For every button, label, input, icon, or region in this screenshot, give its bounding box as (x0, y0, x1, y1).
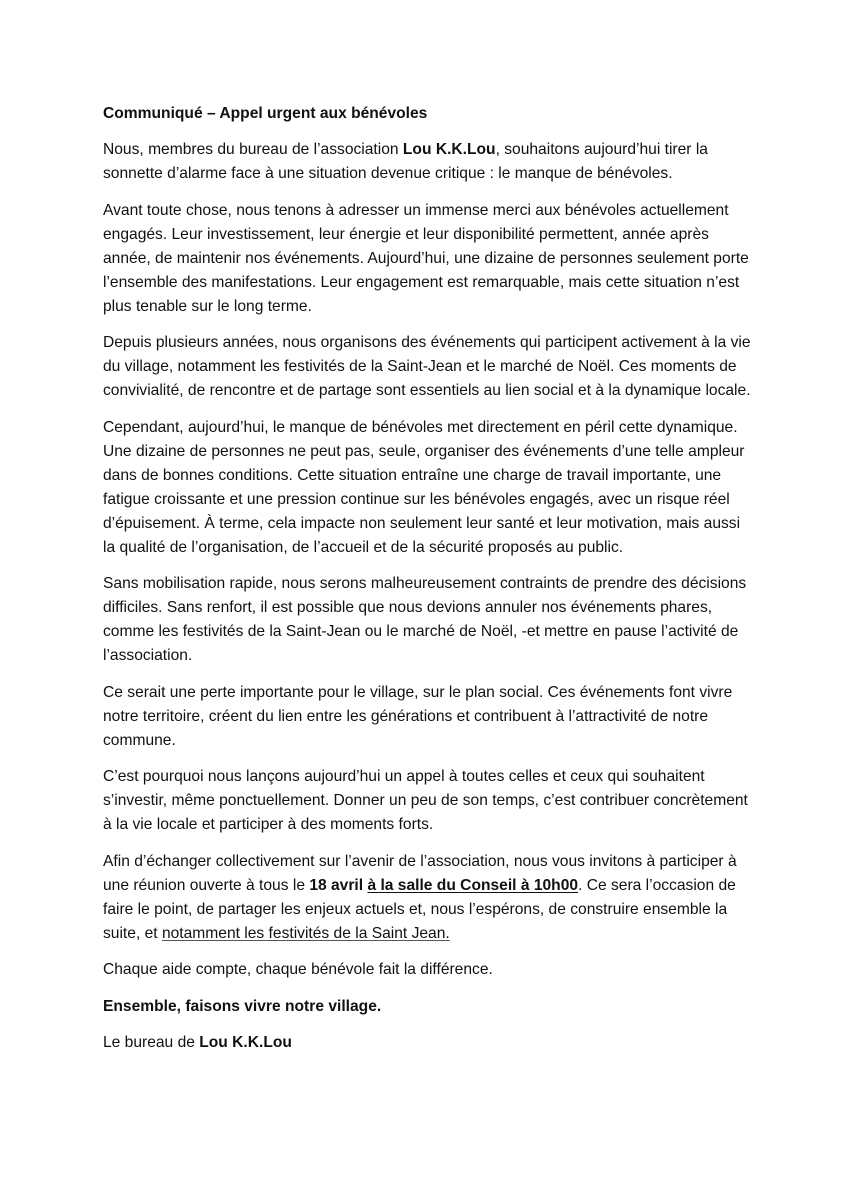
meeting-text-middle: . Ce sera l’occasion de faire le point, de partager les enjeux actuels et, nous l’espérons, de construire ensemble la suite, et (103, 876, 736, 942)
intro-text-end: , souhaitons aujourd’hui tirer la sonnette d’alarme face à une situation devenue critique : le manque de bénévoles. (103, 141, 708, 182)
meeting-text-underlined: notamment les festivités de la Saint Jean. (161, 924, 450, 942)
paragraph-slogan (103, 995, 752, 1019)
association-name: Lou K.K.Lou (402, 141, 496, 158)
meeting-place: à la salle du Conseil à 10h00 (367, 876, 579, 894)
paragraph-consequences: Sans mobilisation rapide, nous serons malheureusement contraints de prendre des décisions difficiles. Sans renfort, il est possible que nous devions annuler nos événements phares, comme les festivités de la Saint-Jean ou le marché de Noël, -et mettre en pause l’activité de l’association. (103, 575, 747, 664)
paragraph-every-help: Chaque aide compte, chaque bénévole fait la différence. (103, 961, 493, 978)
meeting-text-start: Afin d’échanger collectivement sur l’avenir de l’association, nous vous invitons à participer à une réunion ouverte à tous le (103, 852, 737, 894)
slogan-text: Ensemble, faisons vivre notre village. (103, 997, 382, 1015)
paragraph-loss: Ce serait une perte importante pour le village, sur le plan social. Ces événements font vivre notre territoire, créent du lien entre les générations et contribuent à l’attractivité de notre commune. (103, 683, 733, 749)
document-title: Communiqué – Appel urgent aux bénévoles (103, 105, 428, 122)
meeting-date: 18 avril (309, 876, 364, 894)
paragraph-intro (103, 138, 752, 186)
paragraph-thanks: Avant toute chose, nous tenons à adresser un immense merci aux bénévoles actuellement engagés. Leur investissement, leur énergie et leur disponibilité permettent, année après année, de maintenir nos événements. Aujourd’hui, une dizaine de personnes seulement porte l’ensemble des manifestations. Leur engagement est remarquable, mais cette situation n’est plus tenable sur le long terme. (103, 201, 749, 315)
paragraph-danger: Cependant, aujourd’hui, le manque de bénévoles met directement en péril cette dynamique. Une dizaine de personnes ne peut pas, seule, organiser des événements d’une telle ampleur dans de bonnes conditions. Cette situation entraîne une charge de travail importante, une fatigue croissante et une pression continue sur les bénévoles engagés, avec un risque réel d’épuisement. À terme, cela impacte non seulement leur santé et leur motivation, mais aussi la qualité de l’organisation, de l’accueil et de la sécurité proposés au public. (103, 418, 745, 556)
signature-prefix: Le bureau de (103, 1034, 200, 1051)
intro-text-start: Nous, membres du bureau de l’association (103, 141, 403, 158)
signature (103, 1031, 752, 1055)
paragraph-appeal: C’est pourquoi nous lançons aujourd’hui un appel à toutes celles et ceux qui souhaitent s’investir, même ponctuellement. Donner un peu de son temps, c’est contribuer concrètement à la vie locale et participer à des moments forts. (103, 768, 748, 833)
paragraph-meeting (103, 850, 752, 946)
paragraph-events: Depuis plusieurs années, nous organisons des événements qui participent activement à la vie du village, notamment les festivités de la Saint-Jean et le marché de Noël. Ces moments de convivialité, de rencontre et de partage sont essentiels au lien social et à la dynamique locale. (103, 334, 751, 399)
signature-org: Lou K.K.Lou (199, 1034, 292, 1051)
